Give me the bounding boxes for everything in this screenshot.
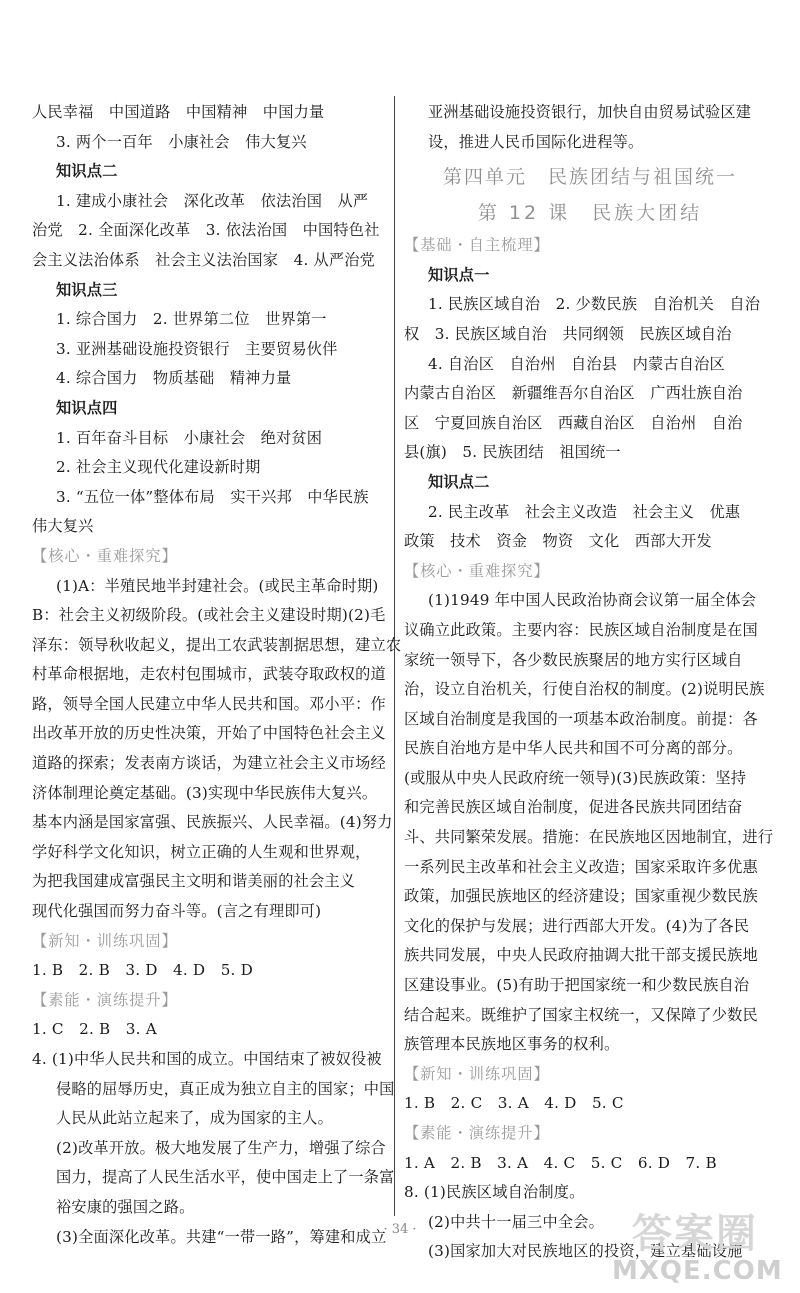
text-line: 4. (1)中华人民共和国的成立。中国结束了被奴役被 (32, 1050, 382, 1068)
text-line: 侵略的屈辱历史，真正成为独立自主的国家；中国 (56, 1079, 395, 1098)
text-line: 民族自治地方是中华人民共和国不可分离的部分。 (404, 739, 743, 758)
text-line: 济体制理论奠定基础。(3)实现中华民族伟大复兴。 (32, 783, 378, 802)
text-line: 泽东：领导秋收起义，提出工农武装割据思想，建立农 (32, 635, 402, 654)
watermark-logo: 答案圈 (632, 1211, 758, 1257)
text-line: 1. B 2. B 3. D 4. D 5. D (32, 961, 253, 980)
section-heading: 【新知・训练巩固】 (404, 1064, 550, 1083)
text-line: 村革命根据地，走农村包围城市，武装夺取政权的道 (32, 665, 386, 684)
text-line: 4. 综合国力 物质基础 精神力量 (56, 369, 292, 388)
text-line: 3. 两个一百年 小康社会 伟大复兴 (56, 132, 307, 151)
knowledge-point-heading: 知识点三 (56, 280, 118, 299)
text-line: (或服从中央人民政府统一领导)(3)民族政策：坚持 (404, 768, 747, 787)
text-line: 和完善民族区域自治制度，促进各民族共同团结奋 (404, 798, 743, 817)
left-column (32, 98, 404, 1252)
text-line: 学好科学文化知识，树立正确的人生观和世界观， (32, 842, 371, 861)
text-line: 1. 建成小康社会 深化改革 依法治国 从严 (56, 191, 369, 210)
knowledge-point-heading: 知识点一 (428, 265, 490, 284)
text-line: 1. C 2. B 3. A (32, 1020, 157, 1039)
text-line: 裕安康的强国之路。 (56, 1197, 195, 1216)
section-heading: 【素能・演练提升】 (404, 1124, 550, 1142)
section-heading: 【核心・重难探究】 (32, 546, 178, 565)
text-line: 2. 社会主义现代化建设新时期 (56, 458, 261, 477)
text-line: 区域自治制度是我国的一项基本政治制度。前提：各 (404, 709, 758, 728)
text-line: 为把我国建成富强民主文明和谐美丽的社会主义 (32, 872, 356, 891)
text-line: 一系列民主改革和社会主义改造；国家采取许多优惠 (404, 857, 758, 876)
section-heading: 【新知・训练巩固】 (32, 931, 178, 950)
page-number: · 34 · (383, 1222, 417, 1237)
text-line: 3. “五位一体”整体布局 实干兴邦 中华民族 (56, 487, 369, 506)
text-line: 1. A 2. B 3. A 4. C 5. C 6. D 7. B (404, 1153, 717, 1172)
text-line: (3)国家加大对民族地区的投资，建立基础设施 (428, 1242, 743, 1261)
text-line: 2. 民主改革 社会主义改造 社会主义 优惠 (428, 502, 741, 521)
text-line: 斗、共同繁荣发展。措施：在民族地区因地制宜，进行 (404, 828, 774, 847)
text-line: 内蒙古自治区 新疆维吾尔自治区 广西壮族自治 (404, 384, 743, 403)
text-line: B：社会主义初级阶段。(或社会主义建设时期)(2)毛 (32, 606, 386, 625)
text-line: 议确立此政策。主要内容：民族区域自治制度是在国 (404, 620, 758, 639)
watermark-url: MXQE.COM (612, 1256, 783, 1286)
text-line: 国力，提高了人民生活水平，使中国走上了一条富 (56, 1168, 395, 1187)
section-heading: 【核心・重难探究】 (404, 561, 550, 580)
unit-title: 第四单元 民族团结与祖国统一 (442, 166, 737, 189)
text-line: 治，设立自治机关，行使自治权的制度。(2)说明民族 (404, 680, 765, 699)
knowledge-point-heading: 知识点四 (56, 398, 118, 417)
text-line: 权 3. 民族区域自治 共同纲领 民族区域自治 (404, 324, 732, 343)
section-heading: 【素能・演练提升】 (32, 990, 178, 1009)
text-line: (2)改革开放。极大地发展了生产力，增强了综合 (56, 1138, 386, 1157)
text-line: 4. 自治区 自治州 自治县 内蒙古自治区 (428, 354, 725, 373)
knowledge-point-heading: 知识点二 (428, 472, 490, 491)
text-line: (1)A：半殖民地半封建社会。(或民主革命时期) (56, 576, 379, 595)
knowledge-point-heading: 知识点二 (56, 162, 118, 181)
text-line: (3)全面深化改革。共建“一带一路”，筹建和成立 (56, 1227, 387, 1246)
text-line: 1. 综合国力 2. 世界第二位 世界第一 (56, 310, 327, 329)
text-line: 1. 民族区域自治 2. 少数民族 自治机关 自治 (428, 295, 761, 314)
text-line: 家统一领导下，各少数民族聚居的地方实行区域自 (404, 650, 743, 669)
text-line: 人民幸福 中国道路 中国精神 中国力量 (32, 103, 325, 121)
text-line: 族共同发展，中央人民政府抽调大批干部支援民族地 (404, 946, 758, 965)
text-line: 县(旗) 5. 民族团结 祖国统一 (404, 443, 621, 462)
text-line: 治党 2. 全面深化改革 3. 依法治国 中国特色社 (32, 221, 380, 240)
text-line: 亚洲基础设施投资银行，加快自由贸易试验区建 (428, 103, 752, 121)
text-line: 出改革开放的历史性决策，开始了中国特色社会主义 (32, 724, 386, 743)
text-line: 文化的保护与发展；进行西部大开发。(4)为了各民 (404, 916, 750, 935)
text-line: 道路的探索；发表南方谈话，为建立社会主义市场经 (32, 754, 386, 773)
text-line: (1)1949 年中国人民政治协商会议第一届全体会 (428, 591, 757, 610)
text-line: 政策 技术 资金 物资 文化 西部大开发 (404, 532, 712, 551)
text-line: 区建设事业。(5)有助于把国家统一和少数民族自治 (404, 976, 750, 995)
text-line: (2)中共十一届三中全会。 (428, 1212, 604, 1231)
text-line: 会主义法治体系 社会主义法治国家 4. 从严治党 (32, 250, 376, 269)
text-line: 伟大复兴 (32, 517, 94, 536)
lesson-title: 第 12 课 民族大团结 (477, 202, 703, 225)
text-line: 路，领导全国人民建立中华人民共和国。邓小平：作 (32, 694, 386, 713)
text-line: 现代化强国而努力奋斗等。(言之有理即可) (32, 902, 322, 921)
text-line: 3. 亚洲基础设施投资银行 主要贸易伙伴 (56, 339, 338, 358)
text-line: 人民从此站立起来了，成为国家的主人。 (56, 1109, 333, 1128)
text-line: 1. B 2. C 3. A 4. D 5. C (404, 1094, 624, 1113)
section-heading: 【基础・自主梳理】 (404, 236, 550, 255)
text-line: 族管理本民族地区事务的权利。 (404, 1035, 620, 1054)
text-line: 政策，加强民族地区的经济建设；国家重视少数民族 (404, 887, 758, 906)
text-line: 基本内涵是国家富强、民族振兴、人民幸福。(4)努力 (32, 813, 393, 832)
text-line: 1. 百年奋斗目标 小康社会 绝对贫困 (56, 428, 323, 447)
text-line: 区 宁夏回族自治区 西藏自治区 自治州 自治 (404, 413, 743, 432)
text-line: 结合起来。既维护了国家主权统一，又保障了少数民 (404, 1005, 758, 1024)
text-line: 8. (1)民族区域自治制度。 (404, 1183, 585, 1202)
right-column (404, 98, 776, 1267)
text-line: 设，推进人民币国际化进程等。 (428, 132, 644, 151)
